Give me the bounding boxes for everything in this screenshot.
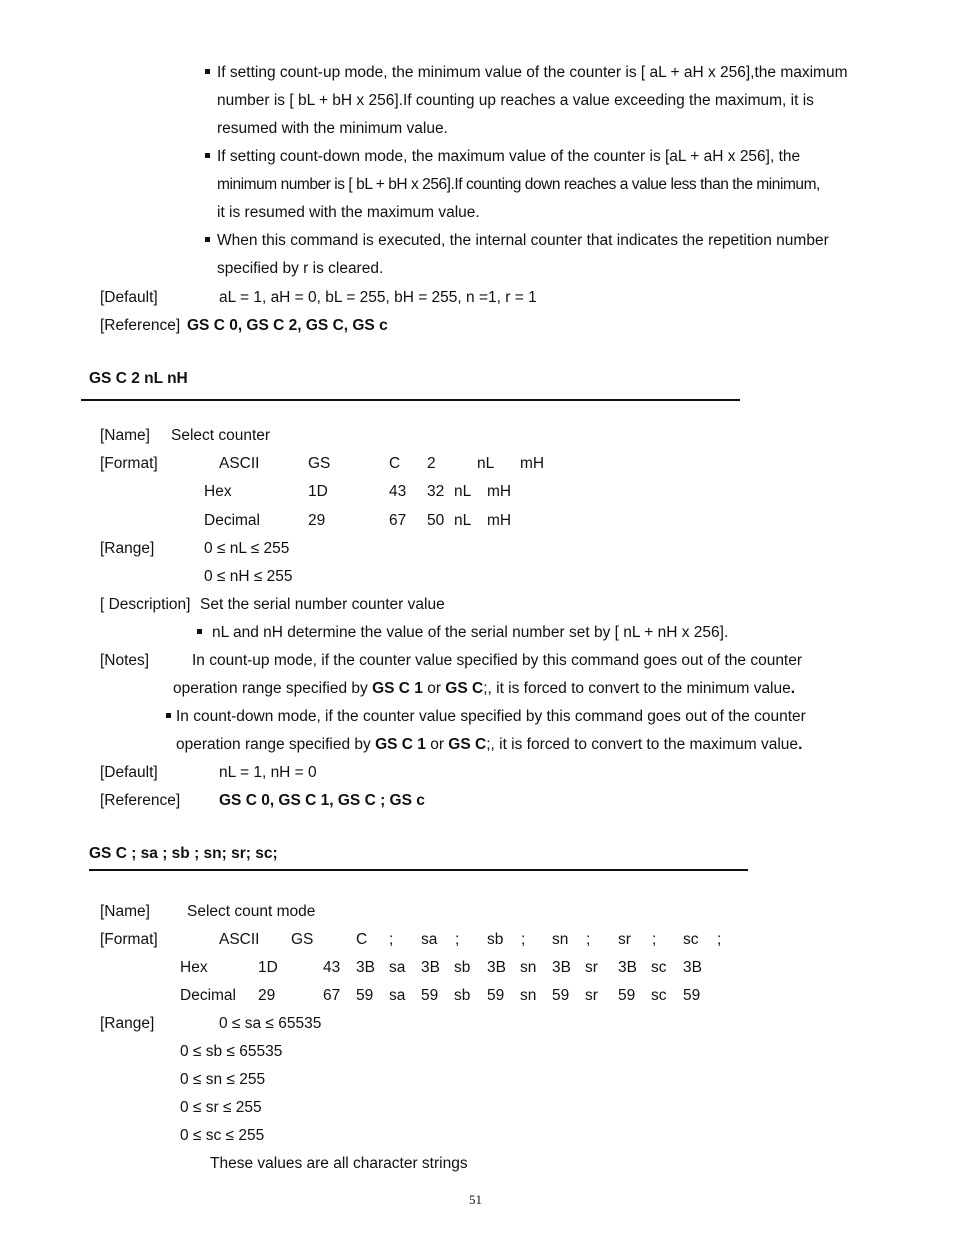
format-cell: 59 (618, 987, 636, 1004)
range-line: 0 ≤ sr ≤ 255 (180, 1099, 262, 1116)
note-text-post: ;, it is forced to convert to the maximum value (486, 736, 799, 753)
name-value: Select count mode (187, 903, 316, 920)
format-cell: 43 (323, 959, 341, 976)
format-cell: mH (487, 512, 512, 529)
format-cell: Hex (180, 959, 208, 976)
format-cell: sc (651, 959, 667, 976)
range-line: 0 ≤ sn ≤ 255 (180, 1071, 266, 1088)
bullet-marker (205, 237, 210, 242)
format-cell: 3B (618, 959, 637, 976)
format-cell: 29 (308, 512, 326, 529)
format-cell: sc (683, 931, 699, 948)
format-cell: 59 (487, 987, 505, 1004)
section-heading: GS C ; sa ; sb ; sn; sr; sc; (89, 845, 278, 862)
name-label: [Name] (100, 903, 150, 920)
format-cell: sc (651, 987, 667, 1004)
note-text-mid: or (422, 680, 446, 697)
bullet-text: minimum number is [ bL + bH x 256].If counting down reaches a value less than the minimum, (217, 176, 820, 193)
format-cell: nL (454, 483, 472, 500)
format-cell: ; (389, 931, 394, 948)
name-label: [Name] (100, 427, 150, 444)
notes-label: [Notes] (100, 652, 150, 669)
format-cell: 3B (487, 959, 506, 976)
note-period: . (790, 680, 796, 697)
format-cell: ASCII (219, 931, 260, 948)
format-cell: Decimal (204, 512, 260, 529)
bullet-text: it is resumed with the maximum value. (217, 204, 480, 221)
name-value: Select counter (171, 427, 271, 444)
note-period: . (798, 736, 803, 753)
format-cell: 1D (258, 959, 278, 976)
note-command: GS C 1 (375, 736, 426, 753)
bullet-text: number is [ bL + bH x 256].If counting up reaches a value exceeding the maximum, it is (217, 92, 814, 109)
range-line: 0 ≤ sa ≤ 65535 (219, 1015, 322, 1032)
format-cell: C (389, 455, 401, 472)
format-cell: 32 (427, 483, 445, 500)
range-line: 0 ≤ sc ≤ 255 (180, 1127, 265, 1144)
format-cell: mH (487, 483, 512, 500)
format-cell: 43 (389, 483, 407, 500)
format-cell: ; (455, 931, 460, 948)
format-cell: GS (308, 455, 331, 472)
format-label: [Format] (100, 455, 158, 472)
format-cell: sr (618, 931, 631, 948)
note-text-post: ;, it is forced to convert to the minimum value (483, 680, 791, 697)
reference-label: [Reference] (100, 317, 181, 334)
format-cell: ; (717, 931, 722, 948)
note-command: GS C (445, 680, 484, 697)
format-cell: 59 (356, 987, 374, 1004)
note-text (176, 736, 802, 754)
format-cell: 67 (389, 512, 407, 529)
format-cell: 3B (421, 959, 440, 976)
format-cell: sn (520, 987, 537, 1004)
format-label: [Format] (100, 931, 158, 948)
section-heading: GS C 2 nL nH (89, 370, 188, 387)
range-label: [Range] (100, 540, 155, 557)
format-cell: nL (454, 512, 472, 529)
bullet-marker (205, 153, 210, 158)
format-cell: mH (520, 455, 545, 472)
format-cell: sb (454, 959, 471, 976)
bullet-text: specified by r is cleared. (217, 260, 384, 277)
reference-label: [Reference] (100, 792, 181, 809)
description-bullet: nL and nH determine the value of the serial number set by [ nL + nH x 256]. (212, 624, 729, 641)
format-cell: sb (454, 987, 471, 1004)
bullet-marker (166, 713, 171, 718)
note-text (173, 680, 795, 698)
note-text-mid: or (425, 736, 449, 753)
format-cell: 50 (427, 512, 445, 529)
format-cell: 2 (427, 455, 436, 472)
description-value: Set the serial number counter value (200, 596, 445, 613)
bullet-text: resumed with the minimum value. (217, 120, 448, 137)
format-cell: GS (291, 931, 314, 948)
note-command: GS C 1 (372, 680, 423, 697)
description-label: [ Description] (100, 596, 191, 613)
bullet-text: If setting count-down mode, the maximum value of the counter is [aL + aH x 256], the (217, 148, 801, 165)
format-cell: 67 (323, 987, 341, 1004)
range-line: 0 ≤ nH ≤ 255 (204, 568, 293, 585)
bullet-marker (205, 69, 210, 74)
format-cell: sa (421, 931, 438, 948)
note-text: In count-down mode, if the counter value specified by this command goes out of the counter (176, 708, 806, 725)
format-cell: 59 (421, 987, 439, 1004)
default-label: [Default] (100, 289, 158, 306)
format-cell: sa (389, 959, 406, 976)
range-note: These values are all character strings (210, 1155, 468, 1172)
format-cell: Hex (204, 483, 232, 500)
reference-value: GS C 0, GS C 1, GS C ; GS c (219, 792, 425, 809)
range-line: 0 ≤ sb ≤ 65535 (180, 1043, 283, 1060)
format-cell: ; (652, 931, 657, 948)
note-text-pre: operation range specified by (176, 736, 376, 753)
format-cell: sr (585, 959, 598, 976)
format-cell: 29 (258, 987, 276, 1004)
format-cell: ; (586, 931, 591, 948)
section-divider (81, 399, 740, 401)
page-number: 51 (469, 1192, 482, 1207)
default-label: [Default] (100, 764, 158, 781)
section-divider (89, 869, 748, 871)
format-cell: C (356, 931, 368, 948)
note-text-pre: operation range specified by (173, 680, 373, 697)
format-cell: sr (585, 987, 598, 1004)
bullet-marker (197, 629, 202, 634)
format-cell: 3B (552, 959, 571, 976)
format-cell: 59 (552, 987, 570, 1004)
note-text: In count-up mode, if the counter value specified by this command goes out of the counter (192, 652, 803, 669)
format-cell: sn (520, 959, 537, 976)
format-cell: 3B (683, 959, 702, 976)
format-cell: Decimal (180, 987, 236, 1004)
bullet-text: If setting count-up mode, the minimum value of the counter is [ aL + aH x 256],the maximum (217, 64, 848, 81)
range-label: [Range] (100, 1015, 155, 1032)
format-cell: sa (389, 987, 406, 1004)
note-command: GS C (448, 736, 487, 753)
format-cell: 59 (683, 987, 701, 1004)
format-cell: sb (487, 931, 504, 948)
range-line: 0 ≤ nL ≤ 255 (204, 540, 290, 557)
format-cell: 3B (356, 959, 375, 976)
default-value: nL = 1, nH = 0 (219, 764, 317, 781)
format-cell: nL (477, 455, 495, 472)
format-cell: ; (521, 931, 526, 948)
format-cell: ASCII (219, 455, 260, 472)
bullet-text: When this command is executed, the internal counter that indicates the repetition number (217, 232, 829, 249)
format-cell: 1D (308, 483, 328, 500)
reference-value: GS C 0, GS C 2, GS C, GS c (187, 317, 388, 334)
default-value: aL = 1, aH = 0, bL = 255, bH = 255, n =1, r = 1 (219, 289, 537, 306)
format-cell: sn (552, 931, 569, 948)
